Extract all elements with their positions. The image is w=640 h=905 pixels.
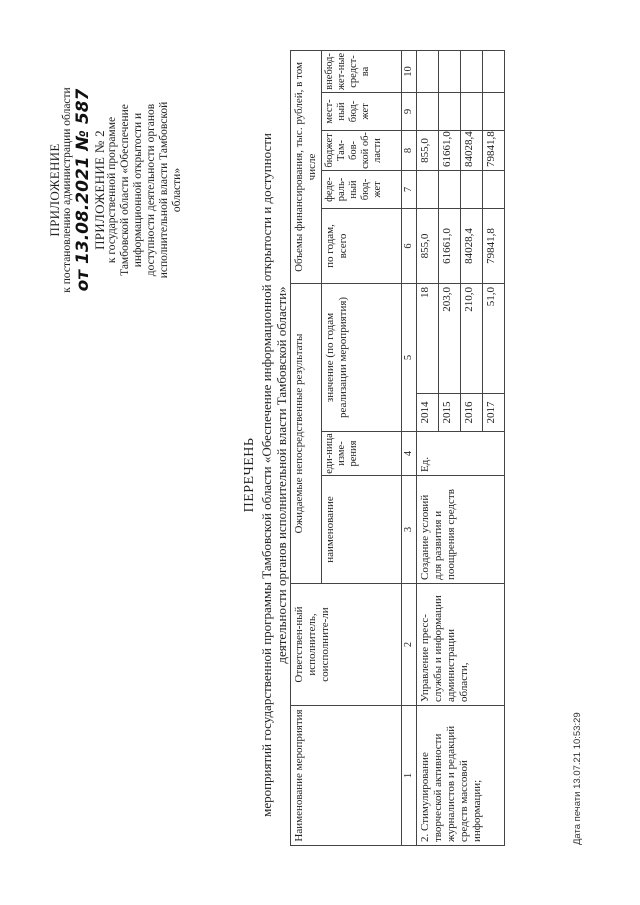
document-title xyxy=(242,105,289,845)
row-executor: Управление пресс-службы и информации администрации области, xyxy=(417,584,505,706)
column-number: 7 xyxy=(402,170,417,208)
appendix-number: ПРИЛОЖЕНИЕ № 2 xyxy=(92,130,107,250)
row-fund-extra xyxy=(483,50,505,92)
title-line: мероприятий государственной программы Тамбовской области «Обеспечение информационной открытости и доступности xyxy=(259,133,274,817)
row-year-value: 18 xyxy=(417,283,439,393)
appendix-program-line: информационной открытости и xyxy=(132,112,144,268)
title-line: деятельности органов исполнительной власти Тамбовской области» xyxy=(274,286,289,664)
row-fund-local xyxy=(417,92,439,130)
row-fund-local xyxy=(483,92,505,130)
row-fund-regional: 84028,4 xyxy=(461,130,483,170)
row-year-value: 210,0 xyxy=(461,283,483,393)
column-number: 5 xyxy=(402,283,417,431)
row-fund-total: 79841,8 xyxy=(483,208,505,283)
row-fund-total: 855,0 xyxy=(417,208,439,283)
row-year-value: 51,0 xyxy=(483,283,505,393)
row-fund-federal xyxy=(417,170,439,208)
measures-table xyxy=(290,50,505,846)
header-executor: Ответствен-ный исполнитель, соисполните-ли xyxy=(291,584,402,706)
column-number: 4 xyxy=(402,432,417,476)
column-number: 3 xyxy=(402,476,417,584)
header-fund-total: по годам, всего xyxy=(322,208,402,283)
column-number: 10 xyxy=(402,50,417,92)
header-result-value: значение (по годам реализации мероприятия) xyxy=(322,283,402,431)
header-name: Наименование мероприятия xyxy=(291,706,402,846)
row-year: 2017 xyxy=(483,394,505,432)
column-number: 6 xyxy=(402,208,417,283)
row-result-name: Создание условий для развития и поощрения средств xyxy=(417,476,505,584)
column-number: 1 xyxy=(402,706,417,846)
appendix-program-line: Тамбовской области «Обеспечение xyxy=(119,104,131,276)
print-date: Дата печати 13.07.21 10:53:29 xyxy=(572,712,583,845)
appendix-program-line: доступности деятельности органов xyxy=(145,103,157,277)
header-expected-results: Ожидаемые непосредственные результаты xyxy=(291,283,322,583)
row-year: 2015 xyxy=(439,394,461,432)
title-heading: ПЕРЕЧЕНЬ xyxy=(242,437,257,513)
row-fund-regional: 61661,0 xyxy=(439,130,461,170)
header-result-unit: еди-ница изме-рения xyxy=(322,432,402,476)
column-number: 9 xyxy=(402,92,417,130)
row-year: 2014 xyxy=(417,394,439,432)
row-unit: Ед. xyxy=(417,432,505,476)
appendix-date-number: от 13.08.2021 № 587 xyxy=(73,88,93,292)
appendix-program-line: исполнительной власти Тамбовской xyxy=(158,101,170,279)
column-numbers-row xyxy=(402,50,417,845)
row-year: 2016 xyxy=(461,394,483,432)
row-fund-extra xyxy=(461,50,483,92)
appendix-block xyxy=(48,75,184,305)
row-fund-total: 84028,4 xyxy=(461,208,483,283)
header-funding: Объемы финансирования, тыс. рублей, в том числе xyxy=(291,50,322,283)
header-fund-regional: бюджет Там-бов-ской об-ласти xyxy=(322,130,402,170)
row-fund-extra xyxy=(439,50,461,92)
column-number: 2 xyxy=(402,584,417,706)
table-row xyxy=(417,50,439,845)
header-fund-local: мест-ный бюд-жет xyxy=(322,92,402,130)
row-fund-regional: 79841,8 xyxy=(483,130,505,170)
row-fund-extra xyxy=(417,50,439,92)
row-measure-name: 2. Стимулирование творческой активности журналистов и редакций средств массовой информации; xyxy=(417,706,505,846)
appendix-heading: ПРИЛОЖЕНИЕ xyxy=(47,143,62,237)
row-fund-total: 61661,0 xyxy=(439,208,461,283)
row-fund-local xyxy=(439,92,461,130)
header-fund-federal: феде-раль-ный бюд-жет xyxy=(322,170,402,208)
appendix-decree: к постановлению администрации области xyxy=(61,87,73,293)
row-fund-federal xyxy=(461,170,483,208)
appendix-program-line: к государственной программе xyxy=(106,116,118,264)
row-fund-federal xyxy=(439,170,461,208)
row-fund-local xyxy=(461,92,483,130)
column-number: 8 xyxy=(402,130,417,170)
row-fund-federal xyxy=(483,170,505,208)
row-fund-regional: 855,0 xyxy=(417,130,439,170)
row-year-value: 203,0 xyxy=(439,283,461,393)
header-fund-extra: внебюд-жет-ные средст-ва xyxy=(322,50,402,92)
header-result-name: наименование xyxy=(322,476,402,584)
appendix-program-line: области» xyxy=(171,167,183,213)
